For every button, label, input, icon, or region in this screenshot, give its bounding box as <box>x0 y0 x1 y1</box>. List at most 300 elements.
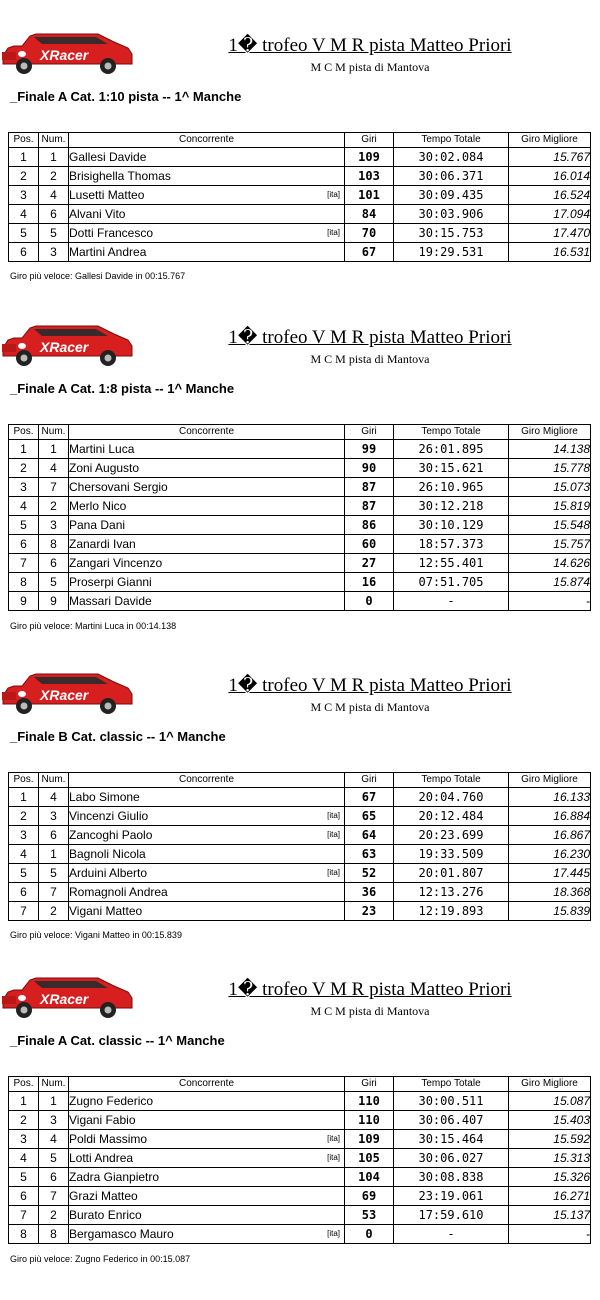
col-header-name: Concorrente <box>69 133 345 148</box>
cell-pos: 4 <box>9 845 39 864</box>
cell-total-time: 19:29.531 <box>394 243 509 262</box>
cell-name <box>69 592 345 611</box>
table-row <box>9 902 591 921</box>
cell-name <box>69 883 345 902</box>
driver-name: Vigani Fabio <box>69 1112 136 1127</box>
cell-name <box>69 224 345 243</box>
cell-num: 8 <box>39 1225 69 1244</box>
event-subtitle: M C M pista di Mantova <box>310 700 430 714</box>
cell-laps: 63 <box>345 845 394 864</box>
fastest-lap-note: Giro più veloce: Zugno Federico in 00:15.087 <box>10 1253 191 1264</box>
col-header-num: Num. <box>39 425 69 440</box>
nationality-tag: [ita] <box>327 868 340 877</box>
cell-num: 9 <box>39 592 69 611</box>
cell-best-lap: 15.839 <box>509 902 591 921</box>
cell-best-lap: 15.819 <box>509 497 591 516</box>
results-table <box>8 132 591 262</box>
cell-laps: 110 <box>345 1092 394 1111</box>
table-row <box>9 573 591 592</box>
cell-total-time: 30:15.621 <box>394 459 509 478</box>
cell-name <box>69 535 345 554</box>
driver-name: Zanardi Ivan <box>69 536 136 551</box>
cell-name <box>69 554 345 573</box>
cell-laps: 90 <box>345 459 394 478</box>
cell-laps: 87 <box>345 478 394 497</box>
driver-name: Martini Luca <box>69 441 135 456</box>
cell-num: 1 <box>39 1092 69 1111</box>
driver-name: Vincenzi Giulio <box>69 808 149 823</box>
svg-text:XRacer: XRacer <box>40 991 89 1007</box>
cell-name <box>69 1092 345 1111</box>
col-header-pos: Pos. <box>9 773 39 788</box>
cell-best-lap: 17.445 <box>509 864 591 883</box>
cell-pos: 7 <box>9 554 39 573</box>
cell-name <box>69 1111 345 1130</box>
table-row <box>9 1092 591 1111</box>
cell-best-lap: - <box>509 592 591 611</box>
cell-pos: 1 <box>9 1092 39 1111</box>
cell-total-time: 30:02.084 <box>394 148 509 167</box>
cell-best-lap: 15.592 <box>509 1130 591 1149</box>
cell-pos: 6 <box>9 243 39 262</box>
cell-total-time: 18:57.373 <box>394 535 509 554</box>
cell-laps: 67 <box>345 243 394 262</box>
col-header-laps: Giri <box>345 425 394 440</box>
cell-pos: 6 <box>9 535 39 554</box>
driver-name: Proserpi Gianni <box>69 574 152 589</box>
cell-total-time: 12:13.276 <box>394 883 509 902</box>
cell-name <box>69 573 345 592</box>
cell-best-lap: 16.531 <box>509 243 591 262</box>
cell-num: 2 <box>39 167 69 186</box>
driver-name: Bergamasco Mauro <box>69 1226 174 1241</box>
table-row <box>9 883 591 902</box>
table-row <box>9 826 591 845</box>
cell-best-lap: 16.867 <box>509 826 591 845</box>
table-row <box>9 1225 591 1244</box>
cell-num: 2 <box>39 902 69 921</box>
cell-pos: 8 <box>9 1225 39 1244</box>
cell-num: 5 <box>39 1149 69 1168</box>
cell-num: 2 <box>39 497 69 516</box>
driver-name: Pana Dani <box>69 517 126 532</box>
cell-total-time: 12:19.893 <box>394 902 509 921</box>
col-header-best-lap: Giro Migliore <box>509 773 591 788</box>
cell-laps: 101 <box>345 186 394 205</box>
cell-best-lap: 15.326 <box>509 1168 591 1187</box>
cell-laps: 109 <box>345 148 394 167</box>
driver-name: Lusetti Matteo <box>69 187 145 202</box>
cell-total-time: 20:12.484 <box>394 807 509 826</box>
cell-num: 7 <box>39 478 69 497</box>
cell-laps: 69 <box>345 1187 394 1206</box>
cell-total-time: 20:04.760 <box>394 788 509 807</box>
cell-laps: 87 <box>345 497 394 516</box>
table-row <box>9 788 591 807</box>
cell-total-time: 30:06.371 <box>394 167 509 186</box>
cell-num: 3 <box>39 807 69 826</box>
table-row <box>9 845 591 864</box>
cell-pos: 2 <box>9 807 39 826</box>
table-row <box>9 864 591 883</box>
event-subtitle: M C M pista di Mantova <box>310 352 430 366</box>
cell-name <box>69 1225 345 1244</box>
cell-pos: 2 <box>9 167 39 186</box>
cell-laps: 65 <box>345 807 394 826</box>
cell-total-time: 17:59.610 <box>394 1206 509 1225</box>
driver-name: Arduini Alberto <box>69 865 148 880</box>
cell-best-lap: 15.548 <box>509 516 591 535</box>
col-header-pos: Pos. <box>9 133 39 148</box>
race-title: _Finale B Cat. classic -- 1^ Manche <box>10 729 226 744</box>
cell-pos: 4 <box>9 497 39 516</box>
nationality-tag: [ita] <box>327 1229 340 1238</box>
nationality-tag: [ita] <box>327 1153 340 1162</box>
cell-total-time: 30:10.129 <box>394 516 509 535</box>
cell-pos: 5 <box>9 516 39 535</box>
cell-num: 1 <box>39 845 69 864</box>
driver-name: Martini Andrea <box>69 244 147 259</box>
cell-best-lap: 15.767 <box>509 148 591 167</box>
cell-laps: 60 <box>345 535 394 554</box>
results-table <box>8 1076 591 1244</box>
cell-best-lap: 16.230 <box>509 845 591 864</box>
nationality-tag: [ita] <box>327 190 340 199</box>
driver-name: Dotti Francesco <box>69 225 154 240</box>
table-row <box>9 148 591 167</box>
cell-name <box>69 845 345 864</box>
cell-total-time: 30:03.906 <box>394 205 509 224</box>
table-row <box>9 1206 591 1225</box>
event-title: 1� trofeo V M R pista Matteo Priori <box>228 327 512 348</box>
cell-num: 7 <box>39 883 69 902</box>
nationality-tag: [ita] <box>327 811 340 820</box>
cell-laps: 53 <box>345 1206 394 1225</box>
cell-num: 4 <box>39 788 69 807</box>
cell-laps: 0 <box>345 592 394 611</box>
svg-text:XRacer: XRacer <box>40 47 89 63</box>
cell-num: 4 <box>39 186 69 205</box>
table-row <box>9 478 591 497</box>
fastest-lap-note: Giro più veloce: Gallesi Davide in 00:15.767 <box>10 270 186 281</box>
cell-name <box>69 1168 345 1187</box>
driver-name: Zangari Vincenzo <box>69 555 163 570</box>
cell-total-time: 20:23.699 <box>394 826 509 845</box>
cell-pos: 4 <box>9 1149 39 1168</box>
cell-total-time: 12:55.401 <box>394 554 509 573</box>
cell-best-lap: 18.368 <box>509 883 591 902</box>
cell-num: 5 <box>39 573 69 592</box>
cell-laps: 70 <box>345 224 394 243</box>
svg-text:XRacer: XRacer <box>40 687 89 703</box>
cell-num: 5 <box>39 224 69 243</box>
cell-total-time: 30:15.464 <box>394 1130 509 1149</box>
driver-name: Zugno Federico <box>69 1093 154 1108</box>
race-title: _Finale A Cat. 1:8 pista -- 1^ Manche <box>10 381 235 396</box>
cell-laps: 105 <box>345 1149 394 1168</box>
cell-pos: 6 <box>9 883 39 902</box>
col-header-best-lap: Giro Migliore <box>509 133 591 148</box>
race-title: _Finale A Cat. 1:10 pista -- 1^ Manche <box>10 89 242 104</box>
cell-pos: 1 <box>9 148 39 167</box>
cell-laps: 36 <box>345 883 394 902</box>
col-header-total-time: Tempo Totale <box>394 773 509 788</box>
red-race-car-icon <box>0 28 134 76</box>
cell-total-time: 07:51.705 <box>394 573 509 592</box>
cell-total-time: 26:01.895 <box>394 440 509 459</box>
col-header-pos: Pos. <box>9 1077 39 1092</box>
driver-name: Zadra Gianpietro <box>69 1169 160 1184</box>
cell-total-time: 20:01.807 <box>394 864 509 883</box>
cell-laps: 84 <box>345 205 394 224</box>
col-header-total-time: Tempo Totale <box>394 133 509 148</box>
red-race-car-icon <box>0 972 134 1020</box>
cell-total-time: 30:06.407 <box>394 1111 509 1130</box>
cell-pos: 3 <box>9 478 39 497</box>
cell-total-time: 19:33.509 <box>394 845 509 864</box>
cell-best-lap: 17.470 <box>509 224 591 243</box>
driver-name: Gallesi Davide <box>69 149 147 164</box>
cell-name <box>69 788 345 807</box>
results-table <box>8 772 591 921</box>
driver-name: Zancoghi Paolo <box>69 827 153 842</box>
table-header-row <box>9 773 591 788</box>
cell-name <box>69 864 345 883</box>
cell-name <box>69 440 345 459</box>
driver-name: Merlo Nico <box>69 498 127 513</box>
cell-name <box>69 1130 345 1149</box>
cell-num: 6 <box>39 554 69 573</box>
race-title: _Finale A Cat. classic -- 1^ Manche <box>10 1033 225 1048</box>
cell-total-time: 30:12.218 <box>394 497 509 516</box>
cell-total-time: 30:08.838 <box>394 1168 509 1187</box>
cell-best-lap: 15.778 <box>509 459 591 478</box>
cell-pos: 3 <box>9 1130 39 1149</box>
cell-pos: 5 <box>9 1168 39 1187</box>
cell-num: 4 <box>39 459 69 478</box>
nationality-tag: [ita] <box>327 228 340 237</box>
cell-num: 3 <box>39 243 69 262</box>
cell-total-time: 30:09.435 <box>394 186 509 205</box>
col-header-name: Concorrente <box>69 425 345 440</box>
fastest-lap-note: Giro più veloce: Martini Luca in 00:14.138 <box>10 621 177 632</box>
svg-text:XRacer: XRacer <box>40 339 89 355</box>
cell-laps: 110 <box>345 1111 394 1130</box>
nationality-tag: [ita] <box>327 1134 340 1143</box>
cell-best-lap: 15.874 <box>509 573 591 592</box>
driver-name: Brisighella Thomas <box>69 168 171 183</box>
table-row <box>9 224 591 243</box>
cell-laps: 23 <box>345 902 394 921</box>
cell-pos: 2 <box>9 459 39 478</box>
event-subtitle: M C M pista di Mantova <box>310 1004 430 1018</box>
cell-best-lap: 16.524 <box>509 186 591 205</box>
table-row <box>9 1149 591 1168</box>
cell-laps: 99 <box>345 440 394 459</box>
driver-name: Alvani Vito <box>69 206 126 221</box>
driver-name: Grazi Matteo <box>69 1188 138 1203</box>
col-header-num: Num. <box>39 773 69 788</box>
col-header-name: Concorrente <box>69 773 345 788</box>
table-header-row <box>9 425 591 440</box>
cell-name <box>69 902 345 921</box>
event-subtitle: M C M pista di Mantova <box>310 60 430 74</box>
cell-num: 4 <box>39 1130 69 1149</box>
event-title: 1� trofeo V M R pista Matteo Priori <box>228 675 512 696</box>
col-header-best-lap: Giro Migliore <box>509 1077 591 1092</box>
cell-name <box>69 1187 345 1206</box>
cell-best-lap: 16.271 <box>509 1187 591 1206</box>
cell-pos: 8 <box>9 573 39 592</box>
cell-best-lap: 15.313 <box>509 1149 591 1168</box>
cell-num: 6 <box>39 205 69 224</box>
cell-pos: 2 <box>9 1111 39 1130</box>
cell-pos: 1 <box>9 788 39 807</box>
cell-pos: 7 <box>9 1206 39 1225</box>
driver-name: Labo Simone <box>69 789 140 804</box>
cell-num: 3 <box>39 1111 69 1130</box>
cell-num: 8 <box>39 535 69 554</box>
table-row <box>9 807 591 826</box>
cell-pos: 6 <box>9 1187 39 1206</box>
table-row <box>9 459 591 478</box>
cell-name <box>69 205 345 224</box>
col-header-best-lap: Giro Migliore <box>509 425 591 440</box>
cell-total-time: - <box>394 592 509 611</box>
cell-num: 7 <box>39 1187 69 1206</box>
cell-best-lap: 14.626 <box>509 554 591 573</box>
cell-best-lap: 16.884 <box>509 807 591 826</box>
driver-name: Lotti Andrea <box>69 1150 134 1165</box>
table-row <box>9 167 591 186</box>
driver-name: Massari Davide <box>69 593 152 608</box>
cell-best-lap: 16.133 <box>509 788 591 807</box>
cell-name <box>69 148 345 167</box>
cell-best-lap: 14.138 <box>509 440 591 459</box>
cell-name <box>69 516 345 535</box>
cell-name <box>69 478 345 497</box>
cell-laps: 64 <box>345 826 394 845</box>
col-header-total-time: Tempo Totale <box>394 425 509 440</box>
cell-laps: 0 <box>345 1225 394 1244</box>
cell-total-time: 30:15.753 <box>394 224 509 243</box>
driver-name: Bagnoli Nicola <box>69 846 146 861</box>
table-header-row <box>9 133 591 148</box>
cell-laps: 86 <box>345 516 394 535</box>
driver-name: Zoni Augusto <box>69 460 140 475</box>
cell-best-lap: 15.087 <box>509 1092 591 1111</box>
cell-total-time: 30:06.027 <box>394 1149 509 1168</box>
table-row <box>9 1187 591 1206</box>
cell-laps: 104 <box>345 1168 394 1187</box>
fastest-lap-note: Giro più veloce: Vigani Matteo in 00:15.839 <box>10 930 182 941</box>
red-race-car-icon <box>0 320 134 368</box>
cell-best-lap: 15.403 <box>509 1111 591 1130</box>
col-header-total-time: Tempo Totale <box>394 1077 509 1092</box>
cell-num: 5 <box>39 864 69 883</box>
cell-name <box>69 1206 345 1225</box>
cell-pos: 3 <box>9 826 39 845</box>
col-header-name: Concorrente <box>69 1077 345 1092</box>
col-header-laps: Giri <box>345 773 394 788</box>
cell-name <box>69 459 345 478</box>
table-row <box>9 554 591 573</box>
cell-best-lap: 15.757 <box>509 535 591 554</box>
cell-num: 3 <box>39 516 69 535</box>
col-header-laps: Giri <box>345 1077 394 1092</box>
red-race-car-icon <box>0 668 134 716</box>
cell-total-time: 23:19.061 <box>394 1187 509 1206</box>
cell-num: 1 <box>39 148 69 167</box>
cell-pos: 7 <box>9 902 39 921</box>
cell-best-lap: 15.137 <box>509 1206 591 1225</box>
table-row <box>9 535 591 554</box>
cell-name <box>69 186 345 205</box>
driver-name: Chersovani Sergio <box>69 479 168 494</box>
cell-name <box>69 1149 345 1168</box>
table-row <box>9 186 591 205</box>
col-header-num: Num. <box>39 133 69 148</box>
table-row <box>9 243 591 262</box>
table-row <box>9 1130 591 1149</box>
driver-name: Poldi Massimo <box>69 1131 148 1146</box>
driver-name: Vigani Matteo <box>69 903 143 918</box>
cell-laps: 103 <box>345 167 394 186</box>
cell-total-time: - <box>394 1225 509 1244</box>
col-header-laps: Giri <box>345 133 394 148</box>
cell-name <box>69 167 345 186</box>
cell-laps: 67 <box>345 788 394 807</box>
table-row <box>9 1168 591 1187</box>
cell-name <box>69 243 345 262</box>
cell-best-lap: 15.073 <box>509 478 591 497</box>
cell-laps: 52 <box>345 864 394 883</box>
cell-num: 1 <box>39 440 69 459</box>
cell-num: 6 <box>39 1168 69 1187</box>
cell-total-time: 30:00.511 <box>394 1092 509 1111</box>
col-header-num: Num. <box>39 1077 69 1092</box>
cell-best-lap: 17.094 <box>509 205 591 224</box>
table-row <box>9 440 591 459</box>
cell-num: 6 <box>39 826 69 845</box>
cell-laps: 27 <box>345 554 394 573</box>
cell-pos: 1 <box>9 440 39 459</box>
table-row <box>9 516 591 535</box>
cell-pos: 5 <box>9 224 39 243</box>
results-table <box>8 424 591 611</box>
cell-pos: 5 <box>9 864 39 883</box>
nationality-tag: [ita] <box>327 830 340 839</box>
cell-best-lap: - <box>509 1225 591 1244</box>
cell-num: 2 <box>39 1206 69 1225</box>
driver-name: Romagnoli Andrea <box>69 884 168 899</box>
cell-name <box>69 497 345 516</box>
cell-total-time: 26:10.965 <box>394 478 509 497</box>
table-row <box>9 1111 591 1130</box>
table-row <box>9 497 591 516</box>
cell-laps: 109 <box>345 1130 394 1149</box>
cell-pos: 3 <box>9 186 39 205</box>
cell-pos: 4 <box>9 205 39 224</box>
table-row <box>9 592 591 611</box>
event-title: 1� trofeo V M R pista Matteo Priori <box>228 979 512 1000</box>
cell-pos: 9 <box>9 592 39 611</box>
table-row <box>9 205 591 224</box>
driver-name: Burato Enrico <box>69 1207 142 1222</box>
col-header-pos: Pos. <box>9 425 39 440</box>
cell-laps: 16 <box>345 573 394 592</box>
cell-name <box>69 826 345 845</box>
